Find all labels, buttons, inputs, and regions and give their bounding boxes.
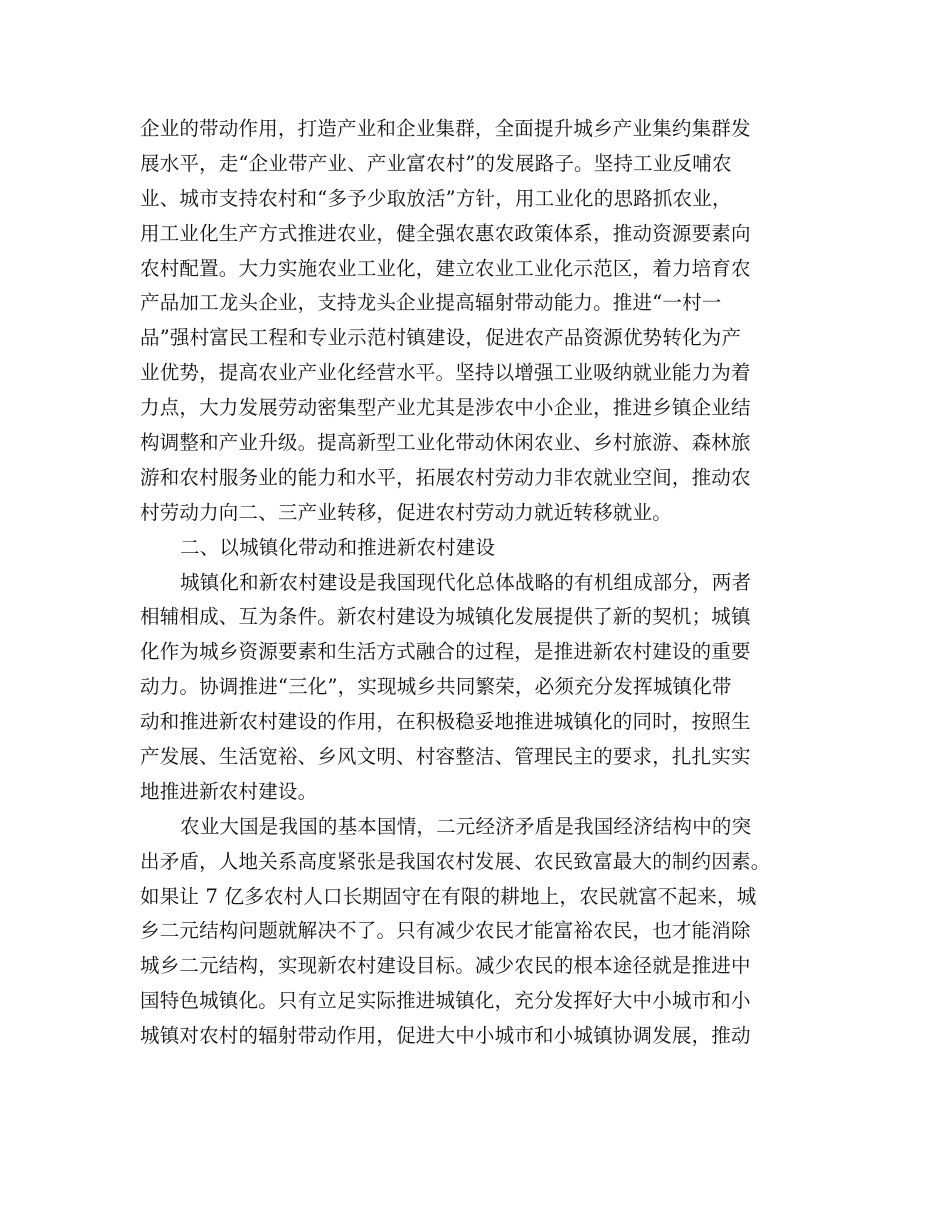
text-line: 城镇对农村的辐射带动作用，促进大中小城市和小城镇协调发展，推动 — [140, 1024, 751, 1048]
text-line: 动和推进新农村建设的作用，在积极稳妥地推进城镇化的同时，按照生 — [140, 710, 751, 734]
document-body — [140, 112, 820, 1054]
text-line: 产发展、生活宽裕、乡风文明、村容整洁、管理民主的要求，扎扎实实 — [140, 745, 751, 769]
text-line: 化作为城乡资源要素和生活方式融合的过程，是推进新农村建设的重要 — [140, 640, 751, 664]
text-line: 国特色城镇化。只有立足实际推进城镇化，充分发挥好大中小城市和小 — [140, 989, 751, 1013]
text-line: 乡二元结构问题就解决不了。只有减少农民才能富裕农民，也才能消除 — [140, 919, 751, 943]
text-line: 出矛盾，人地关系高度紧张是我国农村发展、农民致富最大的制约因素。 — [140, 849, 771, 873]
text-line: 相辅相成、互为条件。新农村建设为城镇化发展提供了新的契机；城镇 — [140, 605, 751, 629]
text-line: 农村配置。大力实施农业工业化，建立农业工业化示范区，着力培育农 — [140, 256, 751, 280]
text-line: 品”强村富民工程和专业示范村镇建设，促进农产品资源优势转化为产 — [140, 326, 742, 350]
text-line: 业、城市支持农村和“多予少取放活”方针，用工业化的思路抓农业， — [140, 186, 732, 210]
text-line: 构调整和产业升级。提高新型工业化带动休闲农业、乡村旅游、森林旅 — [140, 431, 751, 455]
text-line: 展水平，走“企业带产业、产业富农村”的发展路子。坚持工业反哺农 — [140, 151, 732, 175]
text-line: 力点，大力发展劳动密集型产业尤其是涉农中小企业，推进乡镇企业结 — [140, 396, 751, 420]
text-line: 村劳动力向二、三产业转移，促进农村劳动力就近转移就业。 — [140, 500, 672, 524]
text-line: 农业大国是我国的基本国情，二元经济矛盾是我国经济结构中的突 — [180, 814, 752, 838]
text-line: 用工业化生产方式推进农业，健全强农惠农政策体系，推动资源要素向 — [140, 221, 751, 245]
text-line: 城镇化和新农村建设是我国现代化总体战略的有机组成部分，两者 — [180, 570, 752, 594]
text-line: 产品加工龙头企业，支持龙头企业提高辐射带动能力。推进“一村一 — [140, 291, 722, 315]
text-line: 地推进新农村建设。 — [140, 779, 318, 803]
text-line: 游和农村服务业的能力和水平，拓展农村劳动力非农就业空间，推动农 — [140, 465, 751, 489]
text-line: 企业的带动作用，打造产业和企业集群，全面提升城乡产业集约集群发 — [140, 117, 751, 140]
section-heading: 二、以城镇化带动和推进新农村建设 — [180, 535, 496, 559]
text-line: 动力。协调推进“三化”，实现城乡共同繁荣，必须充分发挥城镇化带 — [140, 675, 732, 699]
text-line: 如果让 7 亿多农村人口长期固守在有限的耕地上，农民就富不起来，城 — [140, 884, 757, 908]
text-line: 城乡二元结构，实现新农村建设目标。减少农民的根本途径就是推进中 — [140, 954, 751, 978]
text-line: 业优势，提高农业产业化经营水平。坚持以增强工业吸纳就业能力为着 — [140, 361, 751, 385]
